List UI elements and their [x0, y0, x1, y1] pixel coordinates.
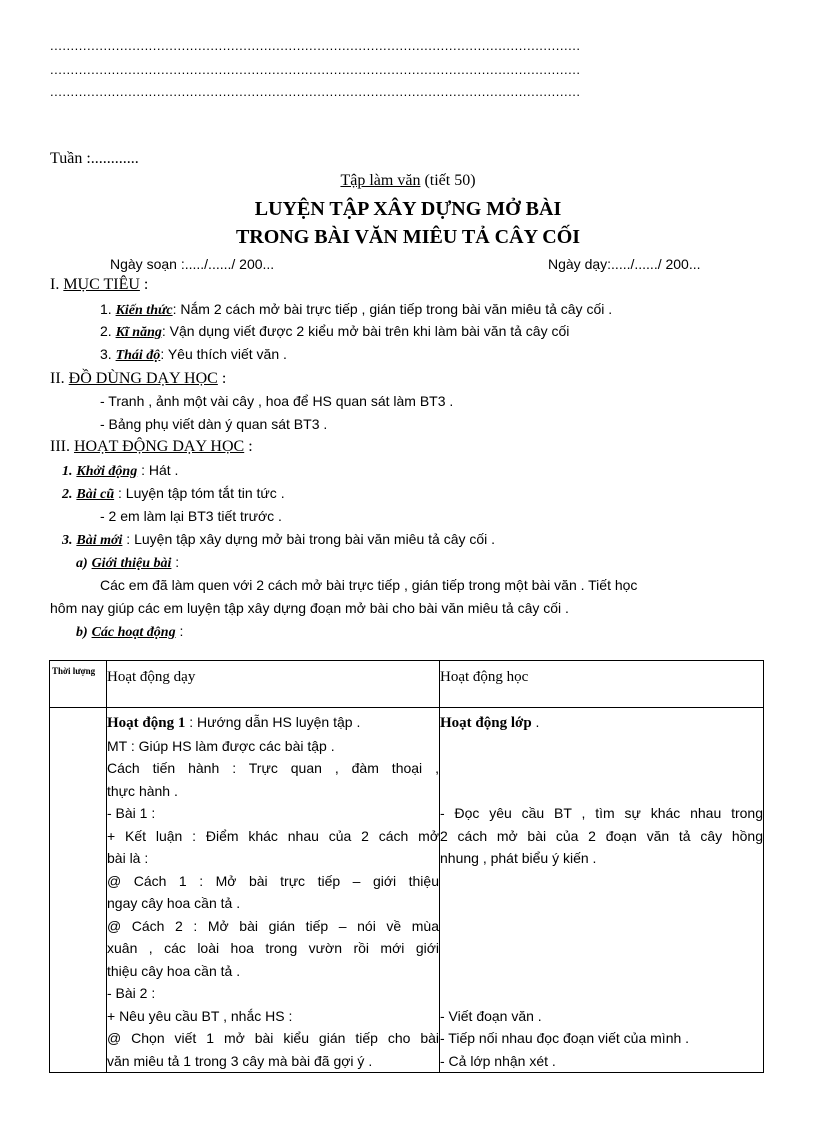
- objective-item: [100, 301, 612, 319]
- table-line: [107, 982, 439, 1005]
- objective-number: 1.: [100, 301, 112, 317]
- date-prepared: Ngày soạn :...../....../ 200...: [110, 256, 275, 272]
- table-line-text: xuân , các loài hoa trong vườn rồi mới giới: [107, 940, 439, 956]
- table-line: [440, 870, 763, 893]
- section-number: II.: [50, 370, 65, 387]
- table-line: [440, 780, 763, 803]
- table-line: [107, 780, 439, 803]
- table-line: [440, 847, 763, 870]
- objective-number: 2.: [100, 323, 112, 339]
- table-header-row: [50, 661, 764, 708]
- step-item: [62, 485, 285, 503]
- teacher-column-header: Hoạt động dạy: [107, 661, 440, 708]
- table-line: [440, 757, 763, 780]
- objective-label: Kiến thức: [115, 303, 173, 318]
- step-text: : Luyện tập xây dựng mở bài trong bài văn miêu tả cây cối .: [122, 531, 496, 547]
- table-line-text: Cách tiến hành : Trực quan , đàm thoại ,: [107, 760, 439, 776]
- table-line: [107, 915, 439, 938]
- table-line: [440, 711, 763, 735]
- subject-name: Tập làm văn: [340, 172, 421, 189]
- table-line: [107, 847, 439, 870]
- table-line: [440, 937, 763, 960]
- activities-heading: [76, 623, 183, 641]
- step-item: [62, 462, 178, 480]
- table-line-text: MT : Giúp HS làm được các bài tập .: [107, 737, 335, 754]
- table-line-text: nhung , phát biểu ý kiến .: [440, 850, 597, 866]
- table-line-text: 2 cách mở bài của 2 đoạn văn tả cây hồng: [440, 827, 763, 844]
- lesson-number: (tiết 50): [424, 172, 476, 189]
- time-cell: [50, 708, 107, 1073]
- material-item: - Bảng phụ viết dàn ý quan sát BT3 .: [100, 416, 328, 432]
- step-label: Bài mới: [76, 533, 123, 548]
- table-line: [440, 960, 763, 983]
- intro-text: Các em đã làm quen với 2 cách mở bài trực tiếp , gián tiếp trong một bài văn . Tiết học: [100, 577, 638, 593]
- section-title: MỤC TIÊU: [63, 276, 140, 293]
- table-line-text: @ Chọn viết 1 mở bài kiểu gián tiếp cho bài: [107, 1030, 439, 1046]
- table-line: [107, 802, 439, 825]
- student-cell: [440, 708, 764, 1073]
- subject-line: [0, 172, 816, 190]
- table-line: [440, 915, 763, 938]
- intro-suffix: :: [171, 554, 180, 570]
- table-line: [107, 735, 439, 758]
- table-line-text: : Hướng dẫn HS luyện tập .: [185, 714, 361, 730]
- intro-letter: a): [76, 556, 88, 571]
- intro-heading: [76, 554, 179, 572]
- section-number: I.: [50, 276, 60, 293]
- objective-item: [100, 346, 287, 364]
- intro-text: hôm nay giúp các em luyện tập xây dựng đoạn mở bài cho bài văn miêu tả cây cối .: [50, 600, 569, 616]
- step-number: 1.: [62, 464, 73, 479]
- table-line-text: + Kết luận : Điểm khác nhau của 2 cách mở: [107, 827, 439, 844]
- activity-title: Hoạt động lớp: [440, 715, 532, 731]
- table-line: [107, 825, 439, 848]
- intro-label: Giới thiệu bài: [91, 556, 172, 571]
- table-line-text: - Bài 1 :: [107, 805, 156, 821]
- activities-suffix: :: [175, 623, 184, 639]
- table-line-text: văn miêu tả 1 trong 3 cây mà bài đã gợi ý .: [107, 1052, 373, 1069]
- student-column-header: Hoạt động học: [440, 661, 764, 708]
- teacher-cell: [107, 708, 440, 1073]
- table-line: [440, 1005, 763, 1028]
- activity-title: Hoạt động 1: [107, 715, 186, 731]
- table-line: [440, 982, 763, 1005]
- objective-item: [100, 323, 569, 341]
- table-line-text: - Đọc yêu cầu BT , tìm sự khác nhau trong: [440, 805, 763, 821]
- table-line-text: @ Cách 1 : Mở bài trực tiếp – giới thiệu: [107, 872, 439, 889]
- step-label: Khởi động: [76, 464, 138, 479]
- section-materials: [50, 370, 226, 388]
- section-suffix: :: [217, 370, 227, 387]
- lesson-table: [49, 660, 764, 1073]
- date-taught: Ngày dạy:...../....../ 200...: [548, 256, 701, 272]
- step-number: 2.: [62, 487, 73, 502]
- page-title: LUYỆN TẬP XÂY DỰNG MỞ BÀI: [254, 198, 562, 220]
- table-line: [107, 892, 439, 915]
- section-suffix: :: [244, 438, 253, 455]
- table-line-text: thiệu cây hoa cần tả .: [107, 962, 241, 979]
- table-line-text: - Tiếp nối nhau đọc đoạn viết của mình .: [440, 1030, 690, 1046]
- table-line: [107, 757, 439, 780]
- step-number: 3.: [62, 533, 73, 548]
- objective-label: Thái độ: [115, 348, 161, 363]
- step-item: [62, 531, 495, 549]
- table-line-text: thực hành .: [107, 782, 178, 799]
- section-title: HOẠT ĐỘNG DẠY HỌC: [73, 438, 245, 455]
- objective-text: : Vận dụng viết được 2 kiểu mở bài trên khi làm bài văn tả cây cối: [161, 323, 570, 339]
- table-line: [440, 735, 763, 758]
- week-label: Tuần :............: [50, 150, 139, 167]
- table-line-text: .: [531, 714, 540, 730]
- old-lesson-sub: - 2 em làm lại BT3 tiết trước .: [100, 508, 282, 524]
- table-line-text: - Viết đoạn văn .: [440, 1007, 542, 1024]
- table-line: [440, 825, 763, 848]
- table-line: [107, 711, 439, 735]
- table-line: [107, 1050, 439, 1073]
- table-line-text: ngay cây hoa cần tả .: [107, 895, 241, 911]
- table-line: [107, 1027, 439, 1050]
- table-line-text: bài là :: [107, 850, 149, 866]
- table-line: [440, 1050, 763, 1073]
- objective-text: : Yêu thích viết văn .: [160, 346, 287, 362]
- objective-text: : Nắm 2 cách mở bài trực tiếp , gián tiếp trong bài văn miêu tả cây cối .: [172, 301, 613, 317]
- activities-letter: b): [76, 625, 88, 640]
- section-objectives: [50, 276, 148, 294]
- time-column-header: Thời lượng: [50, 661, 107, 708]
- table-line: [107, 870, 439, 893]
- table-row: [50, 708, 764, 1073]
- page-subtitle: TRONG BÀI VĂN MIÊU TẢ CÂY CỐI: [235, 226, 581, 248]
- material-item: - Tranh , ảnh một vài cây , hoa để HS quan sát làm BT3 .: [100, 393, 454, 409]
- table-line: [107, 960, 439, 983]
- step-label: Bài cũ: [76, 487, 115, 502]
- blank-line: .................................................................................................................................: [50, 62, 581, 77]
- section-activities: [50, 438, 253, 456]
- blank-line: .................................................................................................................................: [50, 38, 581, 53]
- section-suffix: :: [139, 276, 149, 293]
- table-line-text: @ Cách 2 : Mở bài gián tiếp – nói về mùa: [107, 917, 439, 934]
- section-number: III.: [50, 438, 70, 455]
- objective-label: Kĩ năng: [115, 325, 162, 340]
- table-line: [107, 1005, 439, 1028]
- objective-number: 3.: [100, 346, 112, 362]
- table-line: [440, 892, 763, 915]
- step-text: : Hát .: [137, 462, 179, 478]
- table-line-text: - Bài 2 :: [107, 985, 156, 1001]
- table-line: [440, 1027, 763, 1050]
- blank-line: .................................................................................................................................: [50, 84, 581, 99]
- table-line: [107, 937, 439, 960]
- section-title: ĐỒ DÙNG DẠY HỌC: [68, 370, 218, 387]
- table-line: [440, 802, 763, 825]
- table-line-text: - Cả lớp nhận xét .: [440, 1052, 556, 1069]
- table-line-text: + Nêu yêu cầu BT , nhắc HS :: [107, 1007, 293, 1024]
- activities-label: Các hoạt động: [91, 625, 176, 640]
- step-text: : Luyện tập tóm tắt tin tức .: [114, 485, 285, 501]
